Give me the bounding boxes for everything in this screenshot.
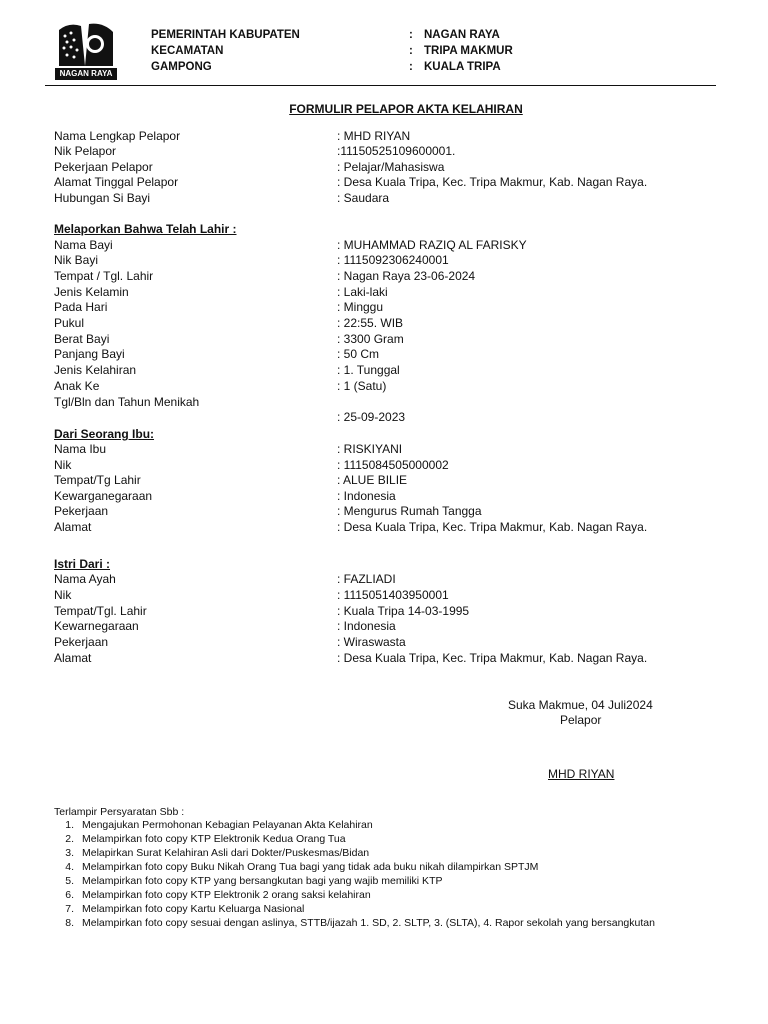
field-value: : 1. Tunggal	[337, 363, 400, 377]
field-value: : FAZLIADI	[337, 572, 396, 586]
field-label: Jenis Kelahiran	[54, 363, 137, 377]
field-label: Nama Lengkap Pelapor	[54, 129, 181, 143]
bayi-heading: Melaporkan Bahwa Telah Lahir :	[54, 222, 237, 236]
field-label: Nik Pelapor	[54, 144, 117, 158]
list-text: Melampirkan foto copy Kartu Keluarga Nasional	[82, 903, 305, 915]
field-label: Nama Ayah	[54, 572, 116, 586]
field-value: : MUHAMMAD RAZIQ AL FARISKY	[337, 238, 527, 252]
list-number: 3.	[65, 847, 74, 859]
list-number: 8.	[65, 917, 74, 929]
signature-place-date: Suka Makmue, 04 Juli2024	[508, 698, 653, 712]
list-text: Melampirkan foto copy KTP Elektronik Kedua Orang Tua	[82, 833, 346, 845]
field-value: : Indonesia	[337, 489, 396, 503]
field-label: Pekerjaan Pelapor	[54, 160, 153, 174]
list-number: 7.	[65, 903, 74, 915]
field-label: Alamat	[54, 520, 92, 534]
signature-role: Pelapor	[560, 713, 602, 727]
field-label: Nik	[54, 458, 72, 472]
field-label: Panjang Bayi	[54, 347, 125, 361]
field-label: Alamat	[54, 651, 92, 665]
field-value: : 1115084505000002	[337, 458, 449, 472]
field-label: Kewarnegaraan	[54, 619, 139, 633]
ayah-heading: Istri Dari :	[54, 557, 111, 571]
ibu-heading: Dari Seorang Ibu:	[54, 427, 155, 441]
field-value: : 1115092306240001	[337, 253, 449, 267]
header-label: GAMPONG	[151, 61, 212, 73]
signature-name: MHD RIYAN	[548, 767, 615, 781]
list-text: Melapirkan Surat Kelahiran Asli dari Dokter/Puskesmas/Bidan	[82, 847, 370, 859]
header-value: KUALA TRIPA	[424, 61, 501, 73]
field-label: Tempat/Tgl. Lahir	[54, 604, 147, 618]
field-value: : Wiraswasta	[337, 635, 406, 649]
field-value: : 22:55. WIB	[337, 316, 404, 330]
field-label: Tempat/Tg Lahir	[54, 473, 141, 487]
field-value: : Desa Kuala Tripa, Kec. Tripa Makmur, Kab. Nagan Raya.	[337, 520, 648, 534]
field-value: : MHD RIYAN	[337, 129, 411, 143]
field-value: : 25-09-2023	[337, 410, 406, 424]
header-value: TRIPA MAKMUR	[424, 45, 513, 57]
list-text: Mengajukan Permohonan Kebagian Pelayanan Akta Kelahiran	[82, 819, 373, 831]
requirements-title: Terlampir Persyaratan Sbb :	[54, 806, 185, 818]
field-label: Hubungan Si Bayi	[54, 191, 151, 205]
field-label: Anak Ke	[54, 379, 100, 393]
list-text: Melampirkan foto copy KTP yang bersangkutan bagi yang wajib memiliki KTP	[82, 875, 443, 887]
form-title: FORMULIR PELAPOR AKTA KELAHIRAN	[289, 102, 523, 116]
field-label: Berat Bayi	[54, 332, 110, 346]
field-value: : 1115051403950001	[337, 588, 449, 602]
list-text: Melampirkan foto copy Buku Nikah Orang Tua bagi yang tidak ada buku nikah dilampirkan SPTJM	[82, 861, 539, 873]
field-value: : Minggu	[337, 300, 384, 314]
field-value: : Saudara	[337, 191, 390, 205]
list-number: 5.	[65, 875, 74, 887]
field-value: : 50 Cm	[337, 347, 380, 361]
field-value: : Pelajar/Mahasiswa	[337, 160, 445, 174]
header-label: KECAMATAN	[151, 45, 224, 57]
field-value: : 1 (Satu)	[337, 379, 387, 393]
field-label: Pekerjaan	[54, 635, 109, 649]
header-value: NAGAN RAYA	[424, 29, 500, 41]
field-value: :11150525109600001.	[337, 144, 456, 158]
header-divider	[45, 85, 716, 86]
list-number: 2.	[65, 833, 74, 845]
logo-caption: NAGAN RAYA	[55, 68, 117, 80]
field-label: Nik Bayi	[54, 253, 99, 267]
field-value: : RISKIYANI	[337, 442, 403, 456]
field-value: : Nagan Raya 23-06-2024	[337, 269, 476, 283]
field-label: Pekerjaan	[54, 504, 109, 518]
list-number: 1.	[65, 819, 74, 831]
field-label: Pukul	[54, 316, 85, 330]
field-label: Kewarganegaraan	[54, 489, 153, 503]
header-colon: :	[409, 29, 413, 41]
field-label: Pada Hari	[54, 300, 108, 314]
header-colon: :	[409, 45, 413, 57]
header-label: PEMERINTAH KABUPATEN	[151, 29, 300, 41]
field-value: : 3300 Gram	[337, 332, 404, 346]
field-value: : Mengurus Rumah Tangga	[337, 504, 482, 518]
field-label: Tempat / Tgl. Lahir	[54, 269, 154, 283]
field-label: Jenis Kelamin	[54, 285, 129, 299]
field-label: Nik	[54, 588, 72, 602]
field-value: : ALUE BILIE	[337, 473, 408, 487]
field-value: : Kuala Tripa 14-03-1995	[337, 604, 470, 618]
field-label: Alamat Tinggal Pelapor	[54, 175, 179, 189]
header-colon: :	[409, 61, 413, 73]
list-text: Melampirkan foto copy KTP Elektronik 2 orang saksi kelahiran	[82, 889, 371, 901]
field-value: : Laki-laki	[337, 285, 388, 299]
field-label: Nama Bayi	[54, 238, 113, 252]
field-value: : Desa Kuala Tripa, Kec. Tripa Makmur, Kab. Nagan Raya.	[337, 651, 648, 665]
field-value: : Indonesia	[337, 619, 396, 633]
field-label: Tgl/Bln dan Tahun Menikah	[54, 395, 200, 409]
list-number: 4.	[65, 861, 74, 873]
list-text: Melampirkan foto copy sesuai dengan aslinya, STTB/ijazah 1. SD, 2. SLTP, 3. (SLTA), 4. Rapor sekolah yang bersangkutan	[82, 917, 655, 929]
list-number: 6.	[65, 889, 74, 901]
field-value: : Desa Kuala Tripa, Kec. Tripa Makmur, Kab. Nagan Raya.	[337, 175, 648, 189]
field-label: Nama Ibu	[54, 442, 107, 456]
